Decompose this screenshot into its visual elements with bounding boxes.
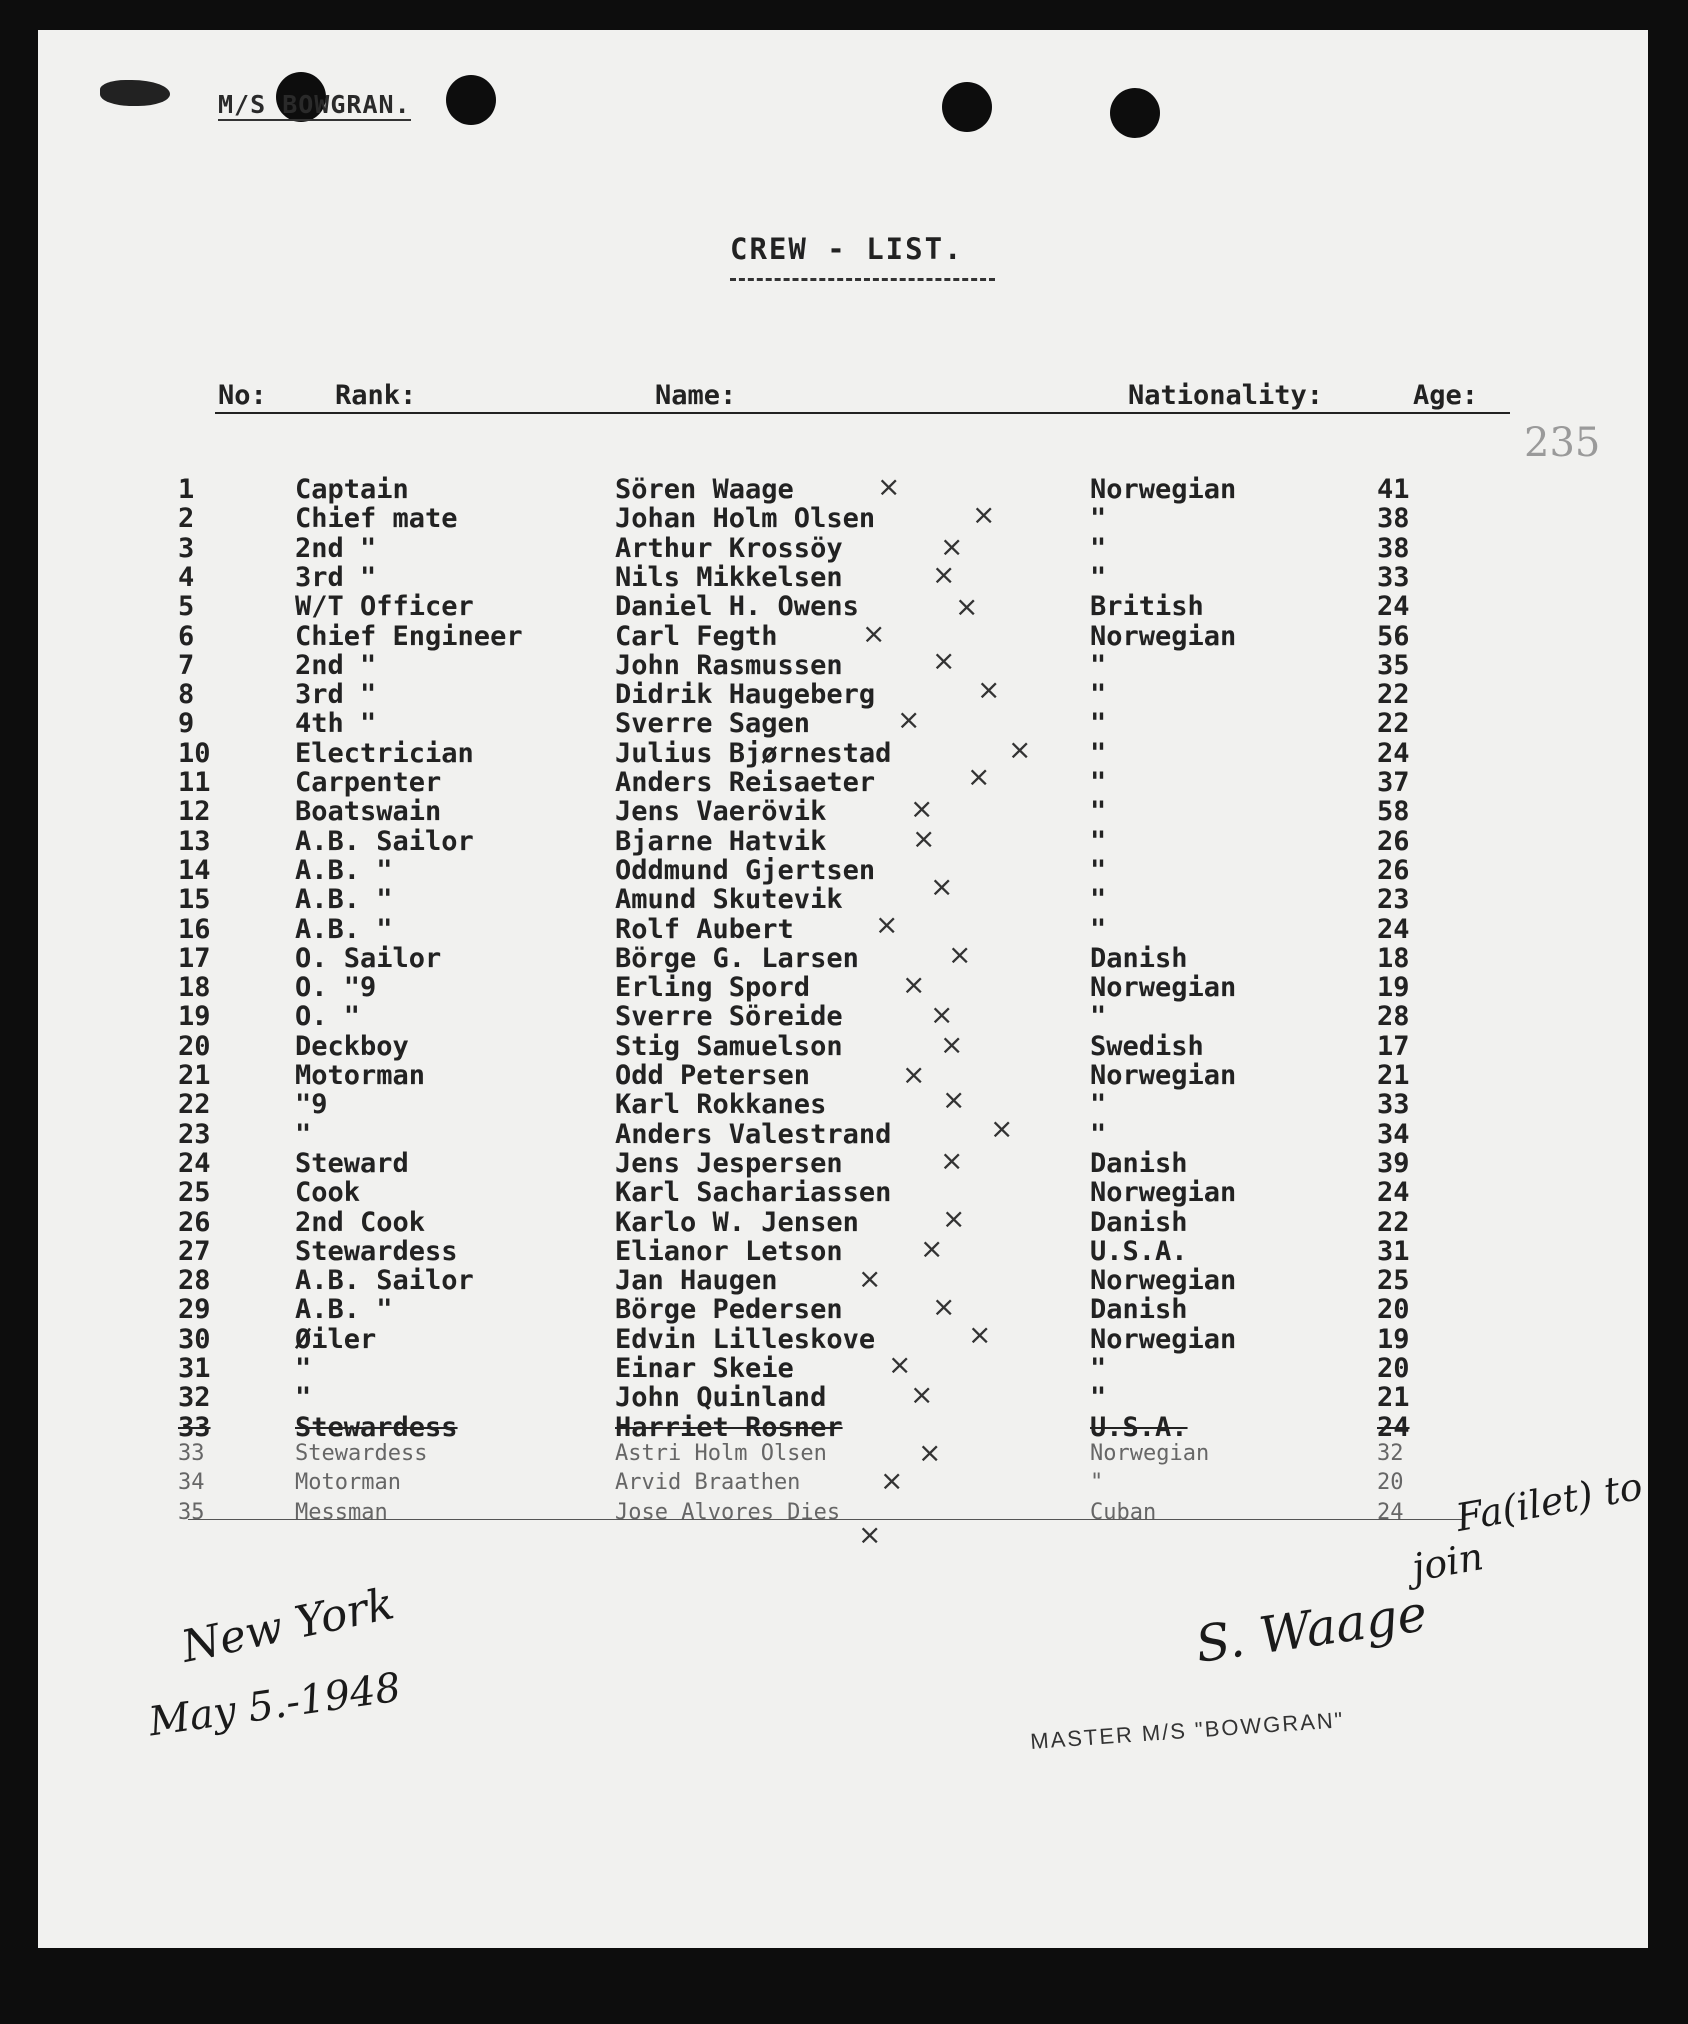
crew-name: Rolf Aubert (615, 913, 794, 945)
check-x-mark: × (897, 703, 921, 736)
table-row (0, 884, 1610, 916)
crew-no: 33 (178, 1411, 211, 1443)
crew-nationality: " (1090, 532, 1107, 564)
table-row (0, 1294, 1610, 1326)
punch-hole (446, 75, 496, 125)
column-header-no: No: (218, 380, 267, 411)
crew-age: 31 (1377, 1235, 1410, 1267)
crew-nationality: Norwegian (1090, 1177, 1237, 1209)
crew-rank: Boatswain (295, 796, 442, 828)
table-row (0, 1441, 1610, 1470)
crew-rank: A.B. " (295, 854, 393, 886)
crew-nationality: Swedish (1090, 1030, 1204, 1062)
crew-no: 11 (178, 767, 211, 798)
crew-rank: Motorman (295, 1060, 426, 1091)
table-row (0, 562, 1610, 591)
crew-nationality: " (1090, 1353, 1107, 1384)
crew-nationality: " (1090, 1001, 1107, 1033)
crew-name: Daniel H. Owens (615, 591, 859, 623)
check-x-mark: × (940, 1028, 964, 1061)
crew-age: 21 (1377, 1060, 1410, 1091)
check-x-mark: × (948, 938, 972, 971)
crew-rank: Stewardess (295, 1440, 428, 1466)
table-row (0, 972, 1610, 1004)
crew-nationality: " (1090, 649, 1107, 681)
table-row (0, 1470, 1610, 1499)
crew-no: 4 (178, 561, 195, 593)
crew-no: 19 (178, 1001, 211, 1033)
crew-rank: 2nd " (295, 649, 377, 681)
crew-age: 19 (1377, 1323, 1410, 1355)
crew-name: Arthur Krossöy (615, 532, 843, 564)
table-row (0, 1148, 1610, 1177)
crew-rank: Deckboy (295, 1030, 409, 1062)
crew-nationality: " (1090, 1470, 1104, 1496)
table-row (0, 1236, 1610, 1265)
crew-age: 28 (1377, 1001, 1410, 1033)
crew-name: Arvid Braathen (615, 1470, 801, 1496)
handwritten-note: Fa(ilet) to (1452, 1463, 1646, 1541)
table-row (0, 796, 1610, 828)
check-x-mark: × (880, 1464, 904, 1497)
crew-name: Didrik Haugeberg (615, 679, 876, 711)
crew-no: 20 (178, 1030, 211, 1062)
crew-name: Elianor Letson (615, 1235, 843, 1267)
crew-rank: O. " (295, 1001, 361, 1033)
crew-age: 58 (1377, 796, 1410, 828)
crew-nationality: " (1090, 708, 1107, 740)
table-row (0, 1001, 1610, 1033)
table-row (0, 650, 1610, 679)
crew-age: 41 (1377, 474, 1410, 505)
crew-nationality: U.S.A. (1090, 1411, 1188, 1443)
crew-rank: 3rd " (295, 679, 377, 711)
check-x-mark: × (912, 822, 936, 855)
crew-rank: 2nd " (295, 532, 377, 564)
table-row (0, 943, 1610, 972)
crew-rank: Cook (295, 1177, 361, 1209)
punch-hole (942, 82, 992, 132)
crew-age: 22 (1377, 679, 1410, 711)
crew-nationality: " (1090, 503, 1107, 535)
crew-nationality: U.S.A. (1090, 1235, 1188, 1267)
crew-nationality: " (1090, 913, 1107, 945)
crew-nationality: " (1090, 561, 1107, 593)
crew-name: Jose Alvores Dies (615, 1499, 841, 1525)
crew-name: Börge G. Larsen (615, 942, 859, 974)
crew-age: 32 (1377, 1440, 1404, 1466)
table-row (0, 708, 1610, 740)
crew-nationality: Norwegian (1090, 1265, 1237, 1297)
crew-rank: A.B. Sailor (295, 825, 474, 857)
crew-rank: " (295, 1118, 312, 1150)
table-row (0, 503, 1610, 535)
crew-no: 23 (178, 1118, 211, 1150)
crew-rank: Chief mate (295, 503, 458, 535)
crew-rank: A.B. " (295, 884, 393, 916)
crew-rank: Chief Engineer (295, 620, 523, 652)
crew-name: John Quinland (615, 1382, 827, 1414)
check-x-mark: × (967, 760, 991, 793)
ink-smudge (100, 80, 170, 106)
crew-name: Jens Vaerövik (615, 796, 827, 828)
crew-nationality: " (1090, 767, 1107, 798)
crew-no: 29 (178, 1294, 211, 1326)
crew-nationality: " (1090, 1382, 1107, 1414)
check-x-mark: × (977, 673, 1001, 706)
check-x-mark: × (968, 1318, 992, 1351)
crew-age: 39 (1377, 1147, 1410, 1179)
crew-age: 21 (1377, 1382, 1410, 1414)
crew-name: Stig Samuelson (615, 1030, 843, 1062)
crew-name: Sören Waage (615, 474, 794, 505)
crew-age: 17 (1377, 1030, 1410, 1062)
crew-rank: " (295, 1353, 312, 1384)
crew-age: 38 (1377, 503, 1410, 535)
table-row (0, 738, 1610, 767)
crew-name: Julius Bjørnestad (615, 737, 892, 769)
crew-age: 26 (1377, 825, 1410, 857)
crew-age: 22 (1377, 708, 1410, 740)
table-row (0, 621, 1610, 650)
table-row (0, 679, 1610, 711)
crew-name: Nils Mikkelsen (615, 561, 843, 593)
check-x-mark: × (918, 1436, 942, 1469)
crew-rank: A.B. " (295, 1294, 393, 1326)
table-row (0, 826, 1610, 855)
crew-age: 20 (1377, 1470, 1404, 1496)
crew-name: Anders Valestrand (615, 1118, 892, 1150)
crew-rank: "9 (295, 1089, 328, 1121)
check-x-mark: × (888, 1348, 912, 1381)
check-x-mark: × (942, 1202, 966, 1235)
crew-no: 14 (178, 854, 211, 886)
crew-age: 24 (1377, 591, 1410, 623)
crew-age: 38 (1377, 532, 1410, 564)
check-x-mark: × (877, 470, 901, 503)
table-row (0, 1207, 1610, 1236)
crew-name: Anders Reisaeter (615, 767, 876, 798)
crew-age: 35 (1377, 649, 1410, 681)
crew-age: 20 (1377, 1353, 1410, 1384)
check-x-mark: × (875, 908, 899, 941)
table-row (0, 1089, 1610, 1121)
crew-age: 24 (1377, 1177, 1410, 1209)
crew-no: 26 (178, 1206, 211, 1238)
crew-name: Börge Pedersen (615, 1294, 843, 1326)
crew-nationality: Norwegian (1090, 972, 1237, 1004)
crew-nationality: Norwegian (1090, 474, 1237, 505)
crew-no: 3 (178, 532, 195, 564)
crew-nationality: " (1090, 1089, 1107, 1121)
table-row (0, 1382, 1610, 1414)
column-header-name: Name: (655, 380, 737, 411)
table-row (0, 1265, 1610, 1297)
crew-no: 6 (178, 620, 195, 652)
check-x-mark: × (920, 1232, 944, 1265)
page-title: CREW - LIST. (730, 232, 964, 266)
crew-no: 7 (178, 649, 195, 681)
crew-nationality: Danish (1090, 1206, 1188, 1238)
crew-age: 22 (1377, 1206, 1410, 1238)
check-x-mark: × (990, 1112, 1014, 1145)
crew-no: 1 (178, 474, 195, 505)
crew-age: 24 (1377, 737, 1410, 769)
crew-age: 24 (1377, 1499, 1404, 1525)
crew-name: Odd Petersen (615, 1060, 811, 1091)
table-row (0, 1031, 1610, 1060)
punch-hole (1110, 88, 1160, 138)
crew-rank: A.B. " (295, 913, 393, 945)
crew-no: 28 (178, 1265, 211, 1297)
crew-nationality: " (1090, 884, 1107, 916)
check-x-mark: × (940, 1144, 964, 1177)
crew-name: Oddmund Gjertsen (615, 854, 876, 886)
check-x-mark: × (902, 1058, 926, 1091)
crew-name: Jan Haugen (615, 1265, 778, 1297)
crew-no: 34 (178, 1470, 205, 1496)
crew-nationality: " (1090, 796, 1107, 828)
crew-no: 25 (178, 1177, 211, 1209)
crew-age: 20 (1377, 1294, 1410, 1326)
crew-no: 2 (178, 503, 195, 535)
table-row (0, 474, 1610, 503)
crew-no: 18 (178, 972, 211, 1004)
check-x-mark: × (910, 792, 934, 825)
check-x-mark: × (940, 530, 964, 563)
crew-age: 26 (1377, 854, 1410, 886)
crew-nationality: Danish (1090, 1147, 1188, 1179)
crew-name: Carl Fegth (615, 620, 778, 652)
table-row (0, 1353, 1610, 1382)
handwritten-note: join (1408, 1534, 1487, 1590)
crew-age: 33 (1377, 1089, 1410, 1121)
crew-nationality: " (1090, 679, 1107, 711)
crew-nationality: Norwegian (1090, 620, 1237, 652)
crew-rank: Messman (295, 1499, 388, 1525)
crew-rank: O. "9 (295, 972, 377, 1004)
ship-header: M/S BOWGRAN. (218, 90, 411, 119)
crew-name: John Rasmussen (615, 649, 843, 681)
table-row (0, 914, 1610, 943)
table-row (0, 1119, 1610, 1148)
check-x-mark: × (910, 1378, 934, 1411)
crew-no: 15 (178, 884, 211, 916)
crew-rank: Stewardess (295, 1411, 458, 1443)
crew-rank: Motorman (295, 1470, 401, 1496)
check-x-mark: × (932, 1290, 956, 1323)
crew-rank: Electrician (295, 737, 474, 769)
check-x-mark: × (955, 590, 979, 623)
crew-age: 18 (1377, 942, 1410, 974)
crew-name: Karl Rokkanes (615, 1089, 827, 1121)
handwritten-date: May 5.-1948 (146, 1664, 404, 1746)
crew-rank: 2nd Cook (295, 1206, 426, 1238)
crew-rank: Steward (295, 1147, 409, 1179)
crew-nationality: Danish (1090, 942, 1188, 974)
crew-rank: Carpenter (295, 767, 442, 798)
crew-age: 24 (1377, 913, 1410, 945)
crew-no: 35 (178, 1499, 205, 1525)
crew-nationality: Norwegian (1090, 1060, 1237, 1091)
check-x-mark: × (930, 998, 954, 1031)
crew-no: 27 (178, 1235, 211, 1267)
crew-age: 25 (1377, 1265, 1410, 1297)
table-row (0, 767, 1610, 796)
crew-rank: O. Sailor (295, 942, 442, 974)
handwritten-place: New York (177, 1578, 399, 1673)
crew-rank: Captain (295, 474, 409, 505)
crew-no: 13 (178, 825, 211, 857)
crew-no: 9 (178, 708, 195, 740)
crew-name: Karlo W. Jensen (615, 1206, 859, 1238)
table-row (0, 855, 1610, 884)
crew-name: Bjarne Hatvik (615, 825, 827, 857)
table-row (0, 1412, 1610, 1441)
crew-nationality: British (1090, 591, 1204, 623)
crew-nationality: " (1090, 737, 1107, 769)
crew-no: 10 (178, 737, 211, 769)
crew-no: 33 (178, 1440, 205, 1466)
title-underline (730, 278, 995, 281)
crew-rank: W/T Officer (295, 591, 474, 623)
page-number-stamp: 235 (1524, 420, 1601, 466)
crew-name: Einar Skeie (615, 1353, 794, 1384)
crew-name: Erling Spord (615, 972, 811, 1004)
check-x-mark: × (1008, 733, 1032, 766)
crew-no: 32 (178, 1382, 211, 1414)
crew-name: Johan Holm Olsen (615, 503, 876, 535)
crew-name: Karl Sachariassen (615, 1177, 892, 1209)
table-row (0, 1177, 1610, 1209)
crew-name: Edvin Lilleskove (615, 1323, 876, 1355)
crew-name: Astri Holm Olsen (615, 1440, 827, 1466)
crew-name: Sverre Sagen (615, 708, 811, 740)
column-header-age: Age: (1413, 380, 1479, 411)
check-x-mark: × (862, 617, 886, 650)
crew-age: 23 (1377, 884, 1410, 916)
crew-rank: A.B. Sailor (295, 1265, 474, 1297)
crew-no: 17 (178, 942, 211, 974)
crew-no: 5 (178, 591, 195, 623)
crew-rank: 4th " (295, 708, 377, 740)
header-rule (215, 412, 1510, 414)
column-header-rank: Rank: (335, 380, 417, 411)
crew-rank: Stewardess (295, 1235, 458, 1267)
crew-age: 33 (1377, 561, 1410, 593)
table-row (0, 1060, 1610, 1089)
column-header-nationality: Nationality: (1128, 380, 1324, 411)
crew-age: 56 (1377, 620, 1410, 652)
crew-rank: 3rd " (295, 561, 377, 593)
check-x-mark: × (930, 870, 954, 903)
crew-no: 21 (178, 1060, 211, 1091)
crew-no: 22 (178, 1089, 211, 1121)
crew-name: Harriet Rosner (615, 1411, 843, 1443)
crew-nationality: Danish (1090, 1294, 1188, 1326)
check-x-mark: × (932, 644, 956, 677)
check-x-mark: × (932, 558, 956, 591)
table-row (0, 591, 1610, 623)
crew-age: 24 (1377, 1411, 1410, 1443)
table-row (0, 533, 1610, 562)
crew-no: 12 (178, 796, 211, 828)
crew-age: 19 (1377, 972, 1410, 1004)
table-row (0, 1324, 1610, 1353)
crew-no: 31 (178, 1353, 211, 1384)
crew-nationality: " (1090, 825, 1107, 857)
crew-nationality: Norwegian (1090, 1323, 1237, 1355)
crew-name: Amund Skutevik (615, 884, 843, 916)
crew-no: 8 (178, 679, 195, 711)
check-x-mark: × (858, 1518, 882, 1551)
handwritten-signature: S. Waage (1192, 1584, 1431, 1674)
check-x-mark: × (858, 1262, 882, 1295)
crew-no: 24 (178, 1147, 211, 1179)
crew-rank: " (295, 1382, 312, 1414)
crew-name: Sverre Söreide (615, 1001, 843, 1033)
crew-no: 16 (178, 913, 211, 945)
crew-nationality: " (1090, 1118, 1107, 1150)
crew-no: 30 (178, 1323, 211, 1355)
crew-name: Jens Jespersen (615, 1147, 843, 1179)
crew-nationality: " (1090, 854, 1107, 886)
check-x-mark: × (902, 968, 926, 1001)
crew-nationality: Norwegian (1090, 1440, 1210, 1466)
crew-nationality: Cuban (1090, 1499, 1157, 1525)
crew-age: 34 (1377, 1118, 1410, 1150)
master-stamp: MASTER M/S "BOWGRAN" (1029, 1707, 1346, 1754)
crew-age: 37 (1377, 767, 1410, 798)
crew-rank: Øiler (295, 1323, 377, 1355)
check-x-mark: × (942, 1083, 966, 1116)
table-row (0, 1500, 1610, 1529)
check-x-mark: × (972, 498, 996, 531)
strike-through-line (188, 1519, 1463, 1520)
